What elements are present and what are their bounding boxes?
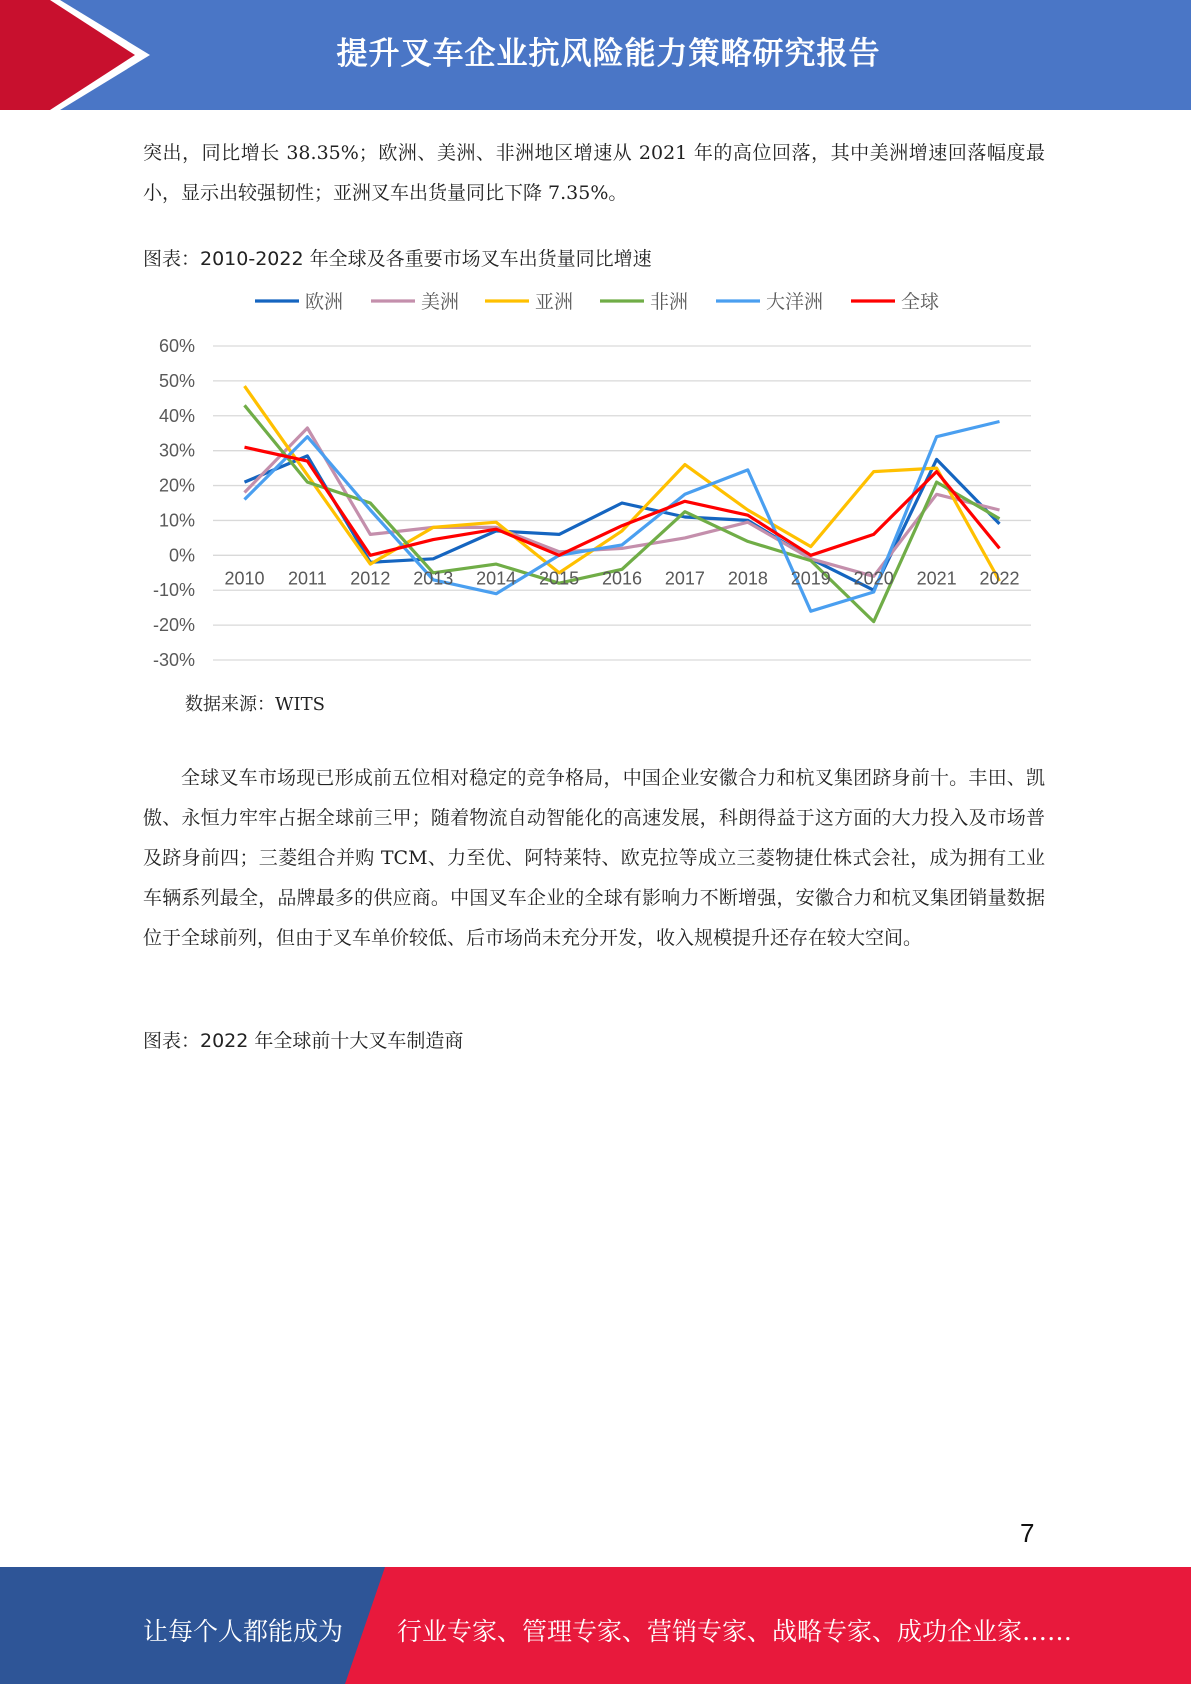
y-tick-label: -20%: [152, 615, 195, 636]
x-tick-label: 2018: [727, 568, 768, 589]
y-tick-label: 0%: [168, 545, 195, 566]
x-tick-label: 2021: [916, 568, 957, 589]
legend-label: 亚洲: [535, 291, 574, 313]
x-axis-tick-labels: [224, 568, 1019, 588]
growth-line-chart: [133, 276, 1033, 676]
y-tick-label: 50%: [158, 370, 195, 391]
y-axis-tick-labels: [153, 336, 195, 670]
figure1-source: 数据来源：WITS: [185, 694, 325, 715]
y-tick-label: 40%: [158, 405, 195, 426]
series-line-全球: [245, 447, 1000, 555]
x-tick-label: 2014: [476, 568, 517, 589]
y-tick-label: 10%: [158, 510, 195, 531]
footer-slogan-right: 行业专家、管理专家、营销专家、战略专家、成功企业家……: [397, 1617, 1073, 1646]
report-title: 提升叉车企业抗风险能力策略研究报告: [336, 36, 881, 72]
x-tick-label: 2010: [224, 568, 265, 589]
chart-legend: [255, 291, 939, 313]
legend-label: 欧洲: [305, 291, 344, 313]
body-paragraph: 全球叉车市场现已形成前五位相对稳定的竞争格局，中国企业安徽合力和杭叉集团跻身前十。丰田、凯傲、永恒力牢牢占据全球前三甲；随着物流自动智能化的高速发展，科朗得益于这方面的大力投入及市场普及跻身前四；三菱组合并购 TCM、力至优、阿特莱特、欧克拉等成立三菱物捷仕株式会社，成为拥有工业车辆系列最全，品牌最多的供应商。中国叉车企业的全球有影响力不断增强，安徽合力和杭叉集团销量数据位于全球前列，但由于叉车单价较低、后市场尚未充分开发，收入规模提升还存在较大空间。: [143, 767, 1045, 949]
x-tick-label: 2020: [853, 568, 894, 589]
page-number: 7: [1020, 1518, 1035, 1548]
figure1-caption: 图表：2010-2022 年全球及各重要市场叉车出货量同比增速: [143, 248, 652, 270]
legend-label: 全球: [901, 291, 940, 313]
legend-label: 非洲: [650, 291, 689, 313]
x-tick-label: 2016: [601, 568, 643, 589]
y-tick-label: 20%: [158, 475, 195, 496]
y-tick-label: -30%: [152, 650, 195, 670]
y-tick-label: 30%: [158, 440, 195, 461]
y-tick-label: 60%: [158, 336, 195, 356]
y-tick-label: -10%: [152, 580, 195, 601]
x-tick-label: 2019: [790, 568, 831, 589]
footer-slogan-left: 让每个人都能成为: [143, 1617, 344, 1646]
x-tick-label: 2017: [664, 568, 705, 589]
intro-paragraph: 突出，同比增长 38.35%；欧洲、美洲、非洲地区增速从 2021 年的高位回落，其中美洲增速回落幅度最小，显示出较强韧性；亚洲叉车出货量同比下降 7.35%。: [143, 142, 1045, 204]
x-tick-label: 2022: [979, 568, 1020, 589]
x-tick-label: 2012: [350, 568, 391, 589]
figure2-caption: 图表：2022 年全球前十大叉车制造商: [143, 1030, 464, 1052]
x-tick-label: 2013: [413, 568, 454, 589]
x-tick-label: 2015: [539, 568, 580, 589]
legend-label: 大洋洲: [766, 291, 824, 313]
page-header: [0, 0, 1191, 110]
legend-label: 美洲: [421, 291, 460, 313]
x-tick-label: 2011: [288, 568, 327, 589]
